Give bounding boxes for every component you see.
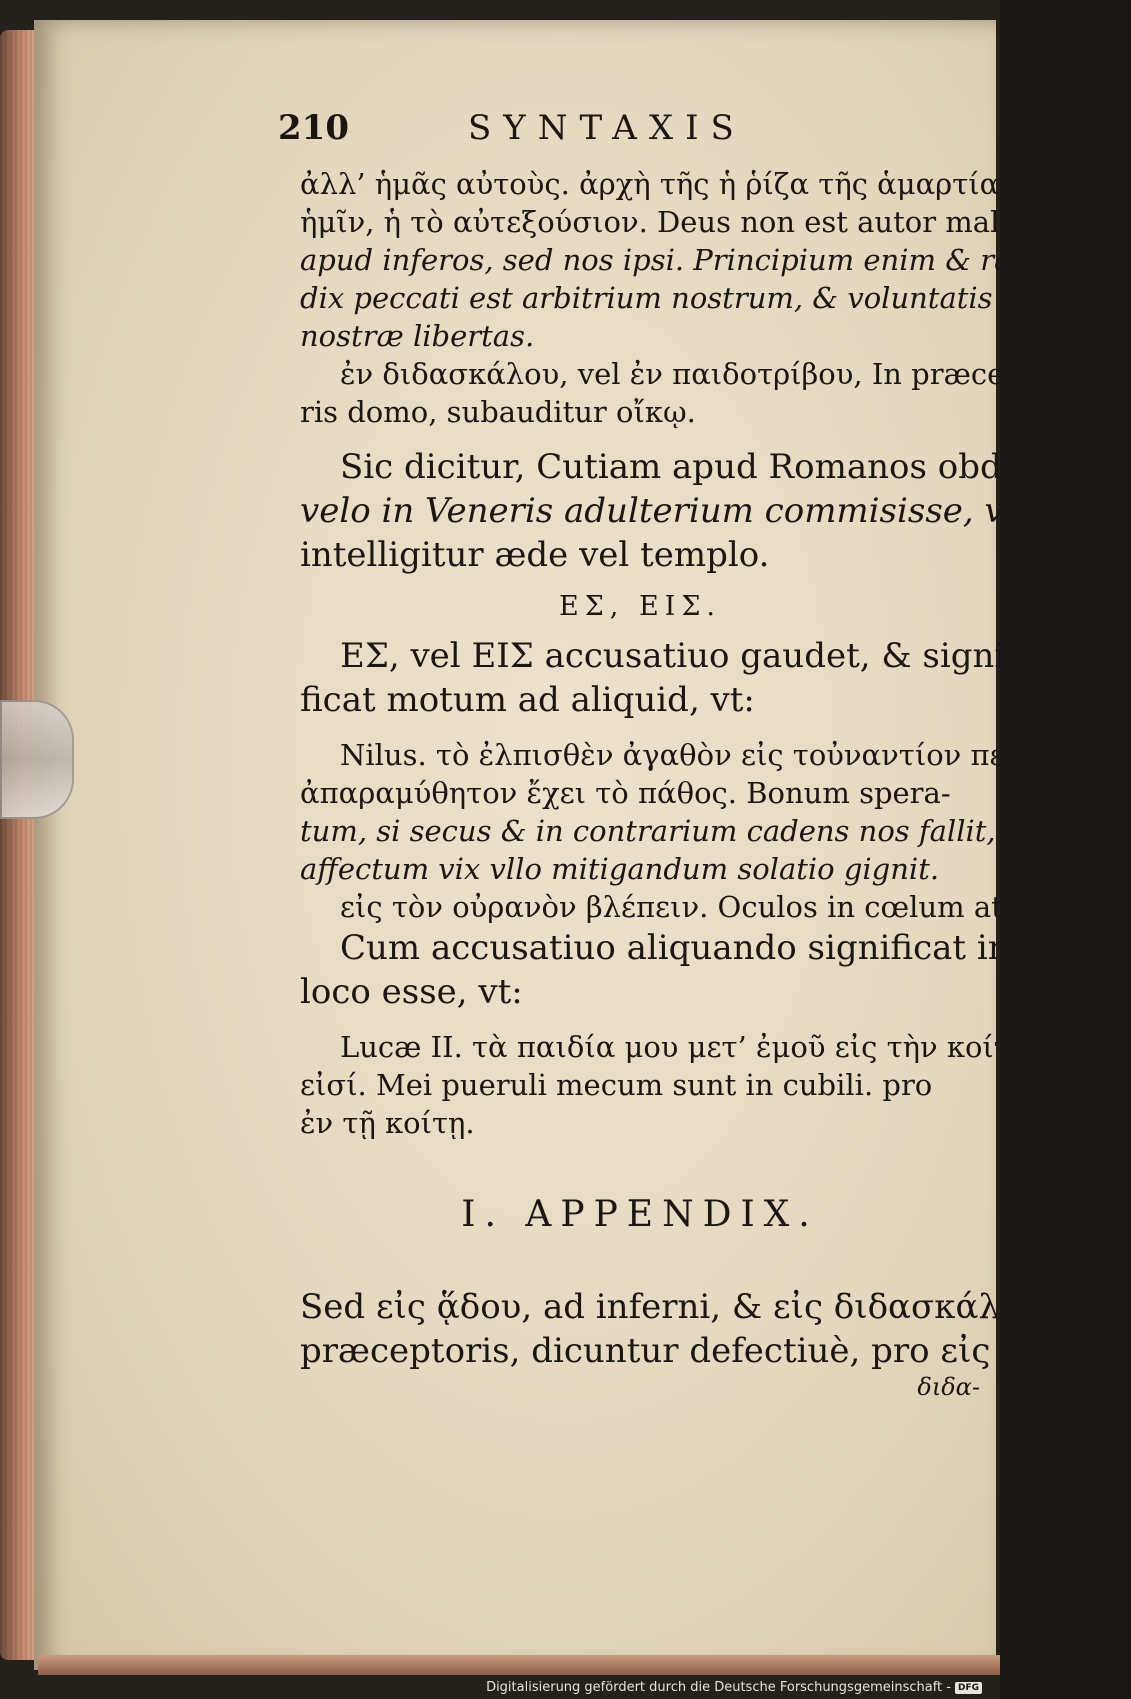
section-heading-appendix: I. APPENDIX.	[461, 1194, 819, 1235]
text-line: ris domo, subauditur οἴκῳ.	[300, 395, 696, 429]
text-line: apud inferos, sed nos ipsi. Principium enim & ra	[300, 243, 1012, 277]
text-line: intelligitur æde vel templo.	[300, 535, 770, 575]
text-line: εἰσί. Mei pueruli mecum sunt in cubili. pro	[300, 1068, 933, 1102]
text-line: Sed εἰς ᾅδου, ad inferni, & εἰς διδασκάλου, ad	[300, 1287, 1105, 1327]
text-line: velo in Veneris adulterium commisisse, vbi sub-	[300, 491, 1120, 531]
text-line: ἐν τῇ κοίτῃ.	[300, 1106, 475, 1140]
credit-text: Digitalisierung gefördert durch die Deutsche Forschungsgemeinschaft -	[486, 1680, 951, 1695]
text-line: ficat motum ad aliquid, vt:	[300, 680, 755, 720]
text-line: loco esse, vt:	[300, 972, 523, 1012]
digitization-credit	[486, 1680, 982, 1695]
page-text	[300, 165, 1131, 1401]
page-clip	[0, 700, 74, 819]
text-line: ΕΣ, vel ΕΙΣ accusatiuo gaudet, & signi-	[340, 636, 1017, 676]
text-line: affectum vix vllo mitigandum solatio gignit.	[300, 852, 940, 886]
text-line: εἰς τὸν οὐρανὸν βλέπειν. Oculos in cœlum attollere.	[340, 890, 1108, 924]
text-line: tum, si secus & in contrarium cadens nos fallit,	[300, 814, 996, 848]
dfg-logo-icon: DFG	[955, 1682, 982, 1694]
text-line: ἀπαραμύθητον ἔχει τὸ πάθος. Bonum spera-	[300, 776, 951, 810]
text-line: ἀλλ’ ἡμᾶς αὐτοὺς. ἀρχὴ τῆς ἡ ῥίζα τῆς ἁμαρτίας τὸ ἐφ’	[300, 167, 1113, 201]
text-line: Sic dicitur, Cutiam apud Romanos obducto	[340, 447, 1077, 487]
text-line: ἐν διδασκάλου, vel ἐν παιδοτρίβου, In præcepto-	[340, 357, 1062, 391]
text-line: nostræ libertas.	[300, 319, 535, 353]
book-bottom-edge	[38, 1655, 1000, 1675]
section-heading-es: ΕΣ, ΕΙΣ.	[558, 591, 721, 622]
book-fore-edge	[0, 30, 38, 1660]
catchword: διδα-	[917, 1373, 980, 1401]
text-line: præceptoris, dicuntur defectiuè, pro εἰς τοῦ	[300, 1331, 1062, 1371]
running-head: SYNTAXIS	[468, 108, 746, 148]
page-number: 210	[278, 108, 349, 148]
text-line: Nilus. τὸ ἐλπισθὲν ἀγαθὸν εἰς τοὐναντίον περιπεσόν,	[340, 738, 1131, 772]
text-line: Cum accusatiuo aliquando significat in	[340, 928, 1010, 968]
text-line: ἡμῖν, ἡ τὸ αὐτεξούσιον. Deus non est autor malorum	[300, 205, 1077, 239]
text-line: dix peccati est arbitrium nostrum, & voluntatis	[300, 281, 993, 315]
text-line: Lucæ II. τὰ παιδία μου μετ’ ἐμοῦ εἰς τὴν κοίτην	[340, 1030, 1045, 1064]
